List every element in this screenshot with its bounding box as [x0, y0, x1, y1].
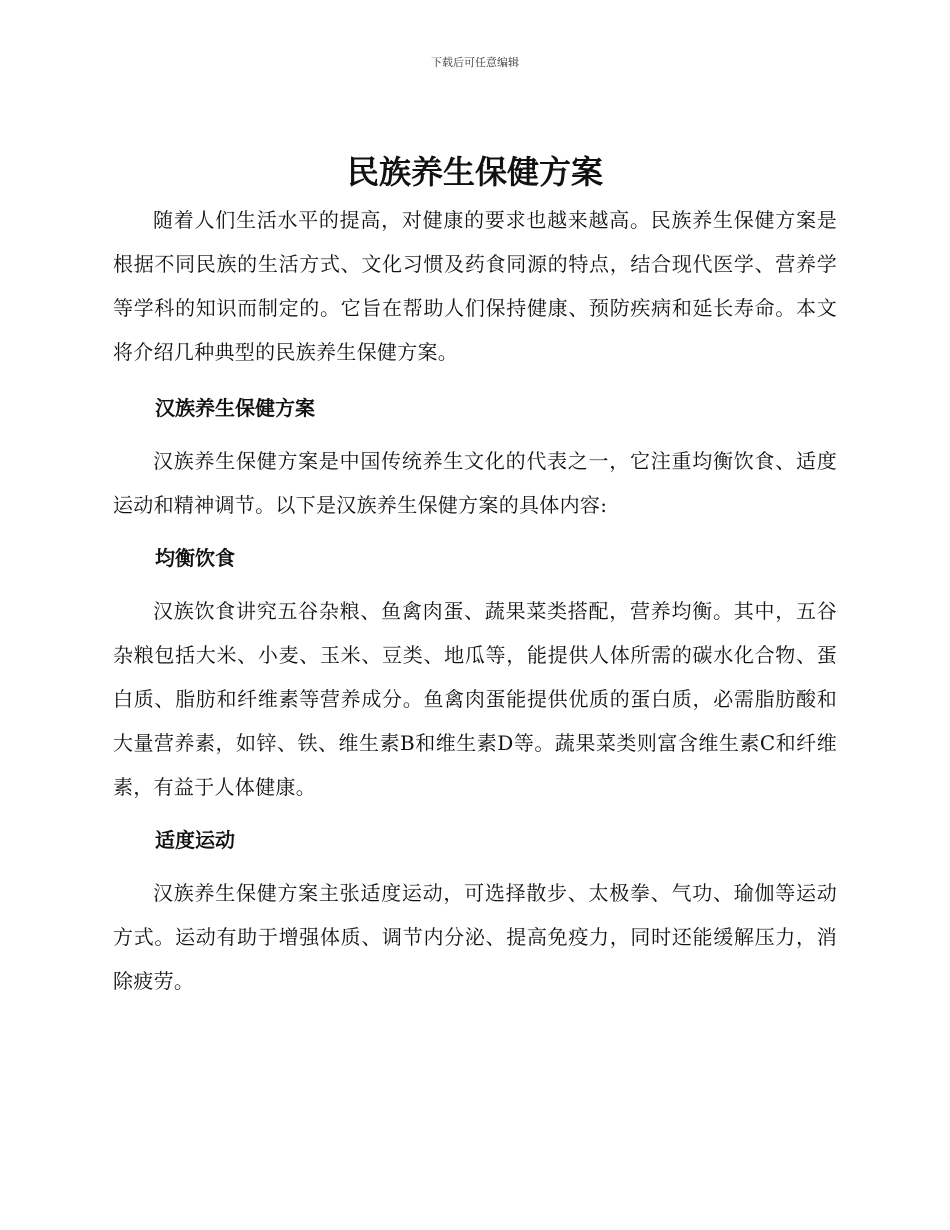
exercise-paragraph: 汉族养生保健方案主张适度运动，可选择散步、太极拳、气功、瑜伽等运动方式。运动有助于增强体质、调节内分泌、提高免疫力，同时还能缓解压力，消除疲劳。 [113, 881, 837, 993]
diet-heading: 均衡饮食 [155, 546, 235, 570]
intro-paragraph: 随着人们生活水平的提高，对健康的要求也越来越高。民族养生保健方案是根据不同民族的生活方式、文化习惯及药食同源的特点，结合现代医学、营养学等学科的知识而制定的。它旨在帮助人们保持健康、预防疾病和延长寿命。本文将介绍几种典型的民族养生保健方案。 [113, 208, 837, 364]
document-body [113, 198, 837, 1003]
header-note: 下载后可任意编辑 [431, 56, 519, 69]
han-section-heading: 汉族养生保健方案 [155, 396, 315, 420]
document-title: 民族养生保健方案 [346, 153, 603, 191]
diet-paragraph: 汉族饮食讲究五谷杂粮、鱼禽肉蛋、蔬果菜类搭配，营养均衡。其中，五谷杂粮包括大米、小麦、玉米、豆类、地瓜等，能提供人体所需的碳水化合物、蛋白质、脂肪和纤维素等营养成分。鱼禽肉蛋能提供优质的蛋白质，必需脂肪酸和大量营养素，如锌、铁、维生素B和维生素D等。蔬果菜类则富含维生素C和纤维素，有益于人体健康。 [113, 599, 837, 799]
exercise-heading: 适度运动 [155, 828, 235, 852]
han-intro-paragraph: 汉族养生保健方案是中国传统养生文化的代表之一，它注重均衡饮食、适度运动和精神调节。以下是汉族养生保健方案的具体内容: [113, 449, 837, 517]
